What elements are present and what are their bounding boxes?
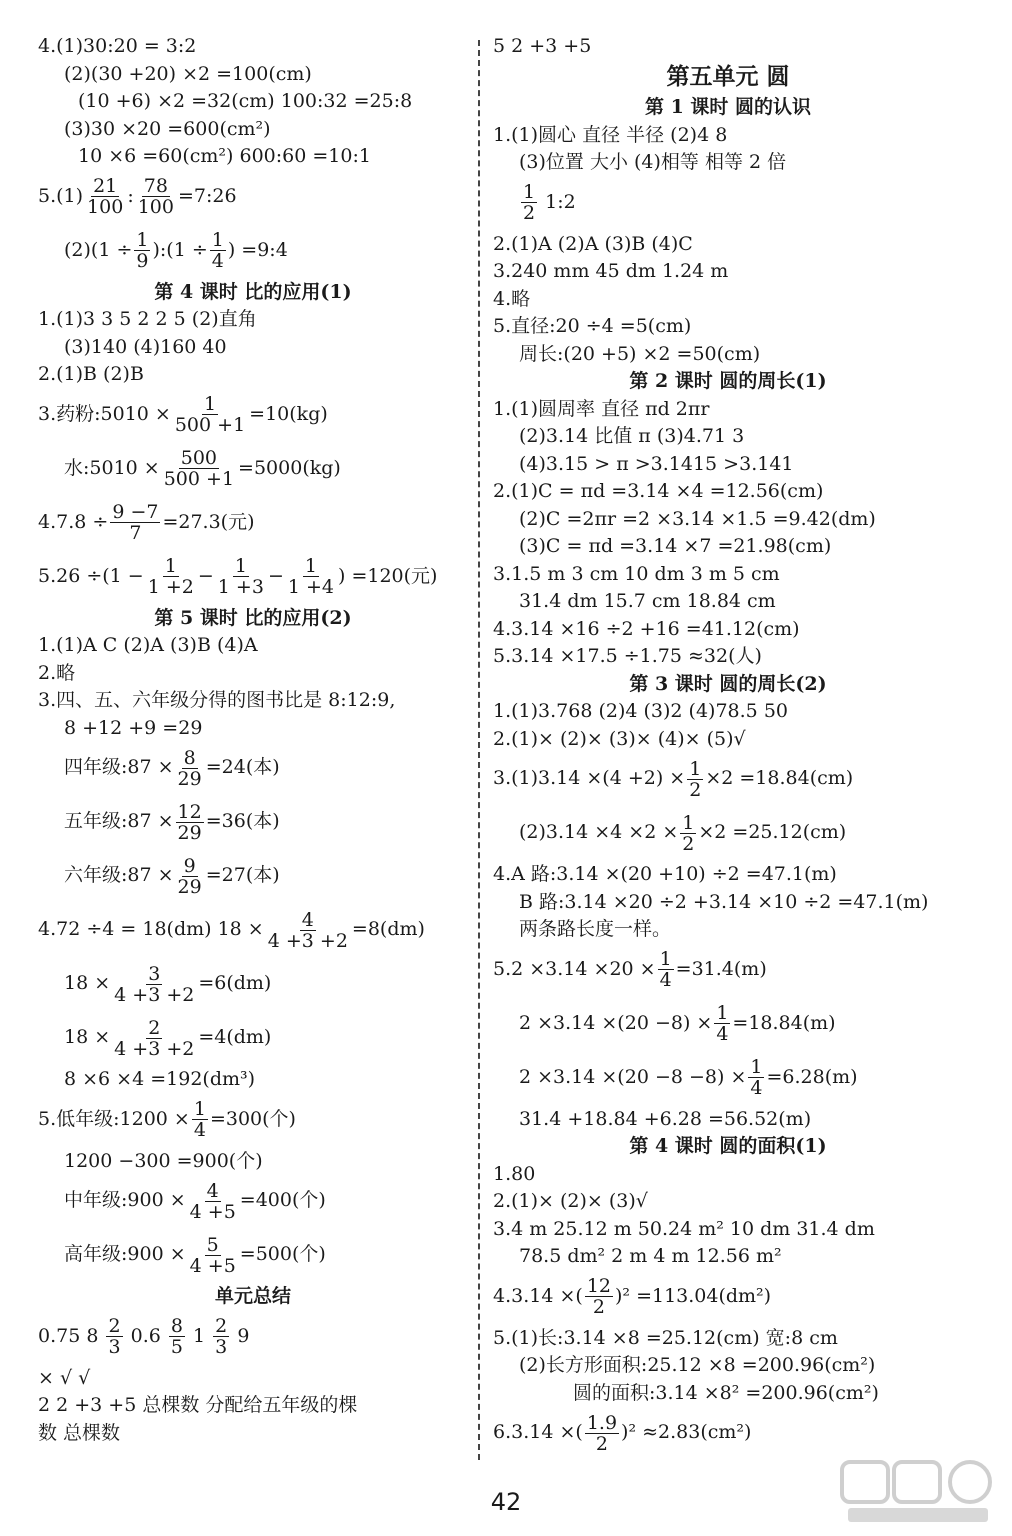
answer-line: 1.(1)3.768 (2)4 (3)2 (4)78.5 50	[493, 700, 788, 722]
answer-line: 1.80	[493, 1162, 536, 1185]
page-number: 42	[490, 1488, 522, 1516]
fraction	[162, 448, 236, 489]
denominator: 2	[682, 832, 695, 855]
numerator: 1	[211, 229, 224, 251]
expr-text: =300(个)	[209, 1107, 296, 1130]
fraction	[112, 964, 196, 1005]
denominator: 7	[129, 522, 142, 544]
answer-line-fraction	[493, 1272, 963, 1320]
fraction	[192, 1099, 208, 1140]
expr-text: 9	[237, 1324, 250, 1347]
answer-line: 8 +12 +9 =29	[64, 716, 203, 739]
expr-text: )² ≈2.83(cm²)	[621, 1421, 752, 1443]
expr-text: 4.7.8 ÷	[38, 510, 109, 533]
numerator: 4	[301, 908, 314, 931]
answer-line: 2.(1)C = πd =3.14 ×4 =12.56(cm)	[493, 480, 824, 502]
fraction	[286, 556, 336, 597]
numerator: 1	[659, 948, 672, 970]
answer-line: 2.(1)B (2)B	[38, 363, 144, 385]
expr-text: =18.84(m)	[732, 1011, 836, 1034]
expr-text: =6.28(m)	[766, 1065, 858, 1088]
answer-line: (2)C =2πr =2 ×3.14 ×1.5 =9.42(dm)	[519, 507, 876, 530]
expr-text: =4(dm)	[198, 1026, 272, 1048]
answer-line: 4.略	[493, 287, 531, 310]
answer-line: 2.略	[38, 661, 76, 684]
numerator: 1	[716, 1002, 729, 1024]
expr-text: 3.(1)3.14 ×(4 +2) ×	[493, 767, 686, 789]
denominator: 4	[211, 250, 224, 272]
fraction	[134, 230, 150, 271]
fraction	[521, 182, 537, 223]
watermark-logo	[838, 1456, 998, 1526]
answer-line: 2.(1)× (2)× (3)√	[493, 1190, 648, 1212]
fraction	[146, 556, 196, 597]
expr-text: =500(个)	[239, 1243, 326, 1265]
answer-line: 1.(1)圆心 直径 半径 (2)4 8	[493, 123, 728, 146]
numerator: 1	[523, 181, 536, 203]
denominator: 2	[592, 1296, 605, 1318]
fraction	[687, 759, 703, 800]
answer-line: B 路:3.14 ×20 ÷2 +3.14 ×10 ÷2 =47.1(m)	[519, 890, 929, 913]
denominator: 3	[108, 1336, 121, 1358]
answer-line: 1.(1)3 3 5 2 2 5 (2)直角	[38, 308, 257, 330]
denominator: 4	[193, 1119, 206, 1141]
expr-text: =24(本)	[205, 756, 280, 778]
expr-text: =6(dm)	[198, 972, 272, 994]
column-divider	[478, 40, 480, 1460]
fraction	[173, 394, 247, 435]
expr-text: −	[197, 564, 214, 587]
denominator: 4	[750, 1077, 763, 1099]
expr-text: 0.6	[130, 1324, 161, 1347]
numerator: 2	[148, 1016, 161, 1039]
numerator: 1	[136, 229, 149, 251]
answer-line: (3)C = πd =3.14 ×7 =21.98(cm)	[519, 535, 832, 557]
answer-line-fraction	[38, 444, 468, 492]
answer-line: (2)3.14 比值 π (3)4.71 3	[519, 425, 745, 447]
answer-line-fraction	[38, 959, 468, 1007]
expr-text: (2)3.14 ×4 ×2 ×	[519, 821, 679, 843]
expr-text: =400(个)	[239, 1189, 326, 1211]
answer-line-fraction	[38, 1312, 468, 1360]
answer-line: (3)30 ×20 =600(cm²)	[64, 117, 271, 140]
fraction	[112, 1018, 196, 1059]
answer-line-fraction	[38, 552, 468, 600]
denominator: 4	[659, 969, 672, 991]
answer-line: 3.4 m 25.12 m 50.24 m² 10 dm 31.4 dm	[493, 1217, 875, 1240]
expr-text: ) =120(元)	[338, 564, 438, 587]
answer-line-fraction	[38, 498, 468, 546]
numerator: 1	[193, 1098, 206, 1120]
denominator: 4 +3 +2	[267, 929, 348, 952]
expr-text: 2 ×3.14 ×(20 −8 −8) ×	[519, 1065, 747, 1088]
denominator: 29	[177, 875, 202, 898]
denominator: 4	[716, 1023, 729, 1045]
expr-text: )² =113.04(dm²)	[615, 1284, 772, 1307]
answer-line-fraction	[38, 905, 468, 953]
fraction	[106, 1316, 122, 1357]
answer-line: 5 2 +3 +5	[493, 35, 592, 57]
expr-text: 4.3.14 ×(	[493, 1284, 583, 1307]
fraction	[188, 1181, 238, 1222]
denominator: 4 +3 +2	[114, 1037, 195, 1060]
fraction	[210, 230, 226, 271]
answer-line: 31.4 dm 15.7 cm 18.84 cm	[519, 590, 776, 612]
answer-line-fraction	[493, 999, 963, 1047]
answer-line-fraction	[38, 797, 468, 845]
expr-text: ×2 =25.12(cm)	[698, 821, 847, 843]
fraction	[176, 748, 204, 789]
answer-line: 3.1.5 m 3 cm 10 dm 3 m 5 cm	[493, 562, 780, 585]
answer-line-fraction	[493, 945, 963, 993]
numerator: 3	[148, 962, 161, 985]
expr-text: 6.3.14 ×(	[493, 1421, 583, 1443]
numerator: 78	[143, 175, 168, 197]
answer-line-fraction	[38, 1176, 468, 1224]
answer-line-fraction	[38, 390, 468, 438]
fraction	[176, 802, 204, 843]
section-heading: 第 3 课时 圆的周长(2)	[629, 672, 827, 695]
answer-line: (10 +6) ×2 =32(cm) 100:32 =25:8	[78, 90, 413, 112]
numerator: 2	[215, 1315, 228, 1337]
fraction	[136, 176, 176, 217]
denominator: 3	[215, 1336, 228, 1358]
fraction	[216, 556, 266, 597]
answer-line: (2)(30 +20) ×2 =100(cm)	[64, 62, 312, 85]
numerator: 12	[586, 1275, 611, 1297]
section-heading: 第 5 课时 比的应用(2)	[154, 606, 352, 629]
answer-line-fraction	[38, 1230, 468, 1278]
denominator: 29	[177, 767, 202, 790]
expr-text: 5.低年级:1200 ×	[38, 1107, 190, 1130]
fraction	[658, 949, 674, 990]
denominator: 1 +3	[217, 576, 264, 598]
answer-line: 2.(1)× (2)× (3)× (4)× (5)√	[493, 727, 746, 750]
expr-text: −	[267, 564, 284, 587]
numerator: 1	[203, 393, 217, 415]
numerator: 1	[750, 1056, 763, 1078]
denominator: 4 +3 +2	[114, 983, 195, 1006]
fraction	[680, 813, 696, 854]
answer-line: 1200 −300 =900(个)	[64, 1149, 263, 1172]
answer-line: 3.四、五、六年级分得的图书比是 8:12:9,	[38, 689, 396, 711]
numerator: 500	[180, 447, 218, 469]
fraction	[585, 1276, 613, 1317]
numerator: 1	[164, 555, 177, 577]
answer-line-fraction	[493, 1053, 963, 1101]
answer-line: 2.(1)A (2)A (3)B (4)C	[493, 232, 693, 255]
answer-line: (4)3.15 > π >3.1415 >3.141	[519, 452, 794, 475]
expr-text: 5.2 ×3.14 ×20 ×	[493, 957, 656, 980]
answer-line-fraction	[493, 178, 963, 226]
answer-line: 1.(1)圆周率 直径 πd 2πr	[493, 397, 710, 420]
expr-text: 2 ×3.14 ×(20 −8) ×	[519, 1011, 713, 1034]
fraction	[266, 910, 350, 951]
answer-line: 5.直径:20 ÷4 =5(cm)	[493, 315, 692, 337]
section-heading: 第 4 课时 圆的面积(1)	[629, 1135, 827, 1157]
section-heading: 第 2 课时 圆的周长(1)	[629, 370, 827, 392]
answer-line: (3)140 (4)160 40	[64, 335, 227, 358]
fraction	[176, 856, 204, 897]
expr-text: 1:2	[545, 190, 576, 213]
expr-text: 五年级:87 ×	[64, 810, 174, 832]
answer-line: 5.3.14 ×17.5 ÷1.75 ≈32(人)	[493, 645, 762, 667]
answer-line-fraction	[38, 1013, 468, 1061]
section-heading: 单元总结	[214, 1285, 291, 1307]
denominator: 2	[523, 202, 536, 224]
answer-line: 1.(1)A C (2)A (3)B (4)A	[38, 634, 258, 656]
answer-line: 3.240 mm 45 dm 1.24 m	[493, 260, 729, 282]
expr-text: =27(本)	[205, 864, 280, 886]
expr-text: =7:26	[177, 184, 237, 207]
numerator: 1.9	[586, 1411, 618, 1434]
denominator: 500 +1	[163, 468, 235, 490]
section-heading: 第 1 课时 圆的认识	[644, 96, 812, 118]
expr-text: (2)(1 ÷	[64, 238, 133, 261]
answer-line-fraction	[38, 1095, 468, 1143]
answer-line-fraction	[493, 754, 963, 802]
expr-text: ×2 =18.84(cm)	[705, 767, 854, 789]
numerator: 1	[234, 555, 247, 577]
denominator: 100	[137, 196, 174, 218]
numerator: 9	[183, 854, 196, 877]
answer-line-fraction	[493, 808, 963, 856]
expr-text: 18 ×	[64, 972, 111, 994]
numerator: 2	[108, 1315, 121, 1337]
answer-line: (3)位置 大小 (4)相等 相等 2 倍	[519, 151, 787, 173]
expr-text: =31.4(m)	[675, 957, 767, 980]
expr-text: 1	[193, 1324, 206, 1347]
numerator: 21	[93, 175, 118, 197]
denominator: 1 +2	[147, 576, 194, 598]
denominator: 4 +5	[189, 1200, 236, 1223]
denominator: 100	[87, 196, 124, 218]
fraction	[110, 502, 160, 543]
answer-line: 4.A 路:3.14 ×(20 +10) ÷2 =47.1(m)	[493, 863, 837, 885]
answer-line: 4.3.14 ×16 ÷2 +16 =41.12(cm)	[493, 617, 800, 640]
answer-line-fraction	[493, 1408, 963, 1456]
answer-line: 2 2 +3 +5 总棵数 分配给五年级的棵	[38, 1394, 358, 1416]
expr-text: 4.72 ÷4 = 18(dm) 18 ×	[38, 918, 264, 940]
expr-text: =5000(kg)	[238, 456, 341, 479]
numerator: 8	[183, 746, 196, 769]
answer-line: 78.5 dm² 2 m 4 m 12.56 m²	[519, 1245, 782, 1267]
denominator: 5	[170, 1336, 183, 1358]
expr-text: ):(1 ÷	[152, 238, 208, 261]
expr-text: 六年级:87 ×	[64, 864, 174, 886]
expr-text: ) =9:4	[227, 238, 288, 261]
denominator: 29	[177, 821, 202, 844]
answer-line: 10 ×6 =60(cm²) 600:60 =10:1	[78, 145, 371, 167]
numerator: 12	[177, 800, 202, 823]
answer-line-fraction	[38, 226, 468, 274]
right-column	[493, 34, 963, 1462]
numerator: 5	[206, 1233, 219, 1256]
answer-line: 圆的面积:3.14 ×8² =200.96(cm²)	[573, 1381, 879, 1404]
fraction	[169, 1316, 185, 1357]
denominator: 4 +5	[189, 1254, 236, 1277]
answer-line: 31.4 +18.84 +6.28 =56.52(m)	[519, 1107, 812, 1130]
expr-text: =36(本)	[205, 810, 280, 832]
numerator: 4	[206, 1179, 219, 1202]
expr-text: 0.75 8	[38, 1324, 99, 1347]
expr-text: 3.药粉:5010 ×	[38, 402, 171, 425]
answer-line-fraction	[38, 172, 468, 220]
fraction	[714, 1003, 730, 1044]
left-column	[38, 34, 468, 1448]
denominator: 2	[595, 1432, 608, 1455]
expr-text: 5.(1)	[38, 184, 84, 207]
expr-text: 中年级:900 ×	[64, 1189, 186, 1211]
expr-text: =10(kg)	[249, 402, 328, 425]
answer-line: 4.(1)30:20 = 3:2	[38, 35, 197, 57]
denominator: 9	[136, 250, 149, 272]
numerator: 1	[304, 555, 317, 577]
expr-text: 水:5010 ×	[64, 456, 160, 479]
expr-text: 高年级:900 ×	[64, 1243, 186, 1265]
answer-line-fraction	[38, 851, 468, 899]
answer-line: 8 ×6 ×4 =192(dm³)	[64, 1068, 256, 1090]
denominator: 2	[689, 778, 702, 801]
fraction	[748, 1057, 764, 1098]
denominator: 1 +4	[287, 576, 334, 598]
fraction	[585, 1413, 619, 1454]
expr-text: 四年级:87 ×	[64, 756, 174, 778]
answer-line-fraction	[38, 743, 468, 791]
answer-line: (2)长方形面积:25.12 ×8 =200.96(cm²)	[519, 1354, 876, 1376]
expr-text: 5.26 ÷(1 −	[38, 564, 144, 587]
fraction	[188, 1235, 238, 1276]
fraction	[85, 176, 125, 217]
answer-line: 两条路长度一样。	[519, 918, 672, 940]
expr-text: :	[127, 184, 134, 207]
expr-text: =27.3(元)	[162, 510, 255, 533]
numerator: 1	[689, 757, 702, 780]
expr-text: 18 ×	[64, 1026, 111, 1048]
section-heading: 第 4 课时 比的应用(1)	[154, 280, 352, 303]
numerator: 1	[682, 811, 695, 834]
numerator: 8	[170, 1315, 183, 1337]
denominator: 500 +1	[174, 414, 246, 436]
answer-line: 数 总棵数	[38, 1421, 121, 1444]
unit-title: 第五单元 圆	[666, 62, 790, 90]
answer-line: × √ √	[38, 1366, 91, 1389]
numerator: 9 −7	[112, 501, 159, 523]
expr-text: =8(dm)	[351, 918, 425, 940]
answer-line: 周长:(20 +5) ×2 =50(cm)	[519, 342, 761, 365]
answer-line: 5.(1)长:3.14 ×8 =25.12(cm) 宽:8 cm	[493, 1326, 838, 1349]
fraction	[213, 1316, 229, 1357]
